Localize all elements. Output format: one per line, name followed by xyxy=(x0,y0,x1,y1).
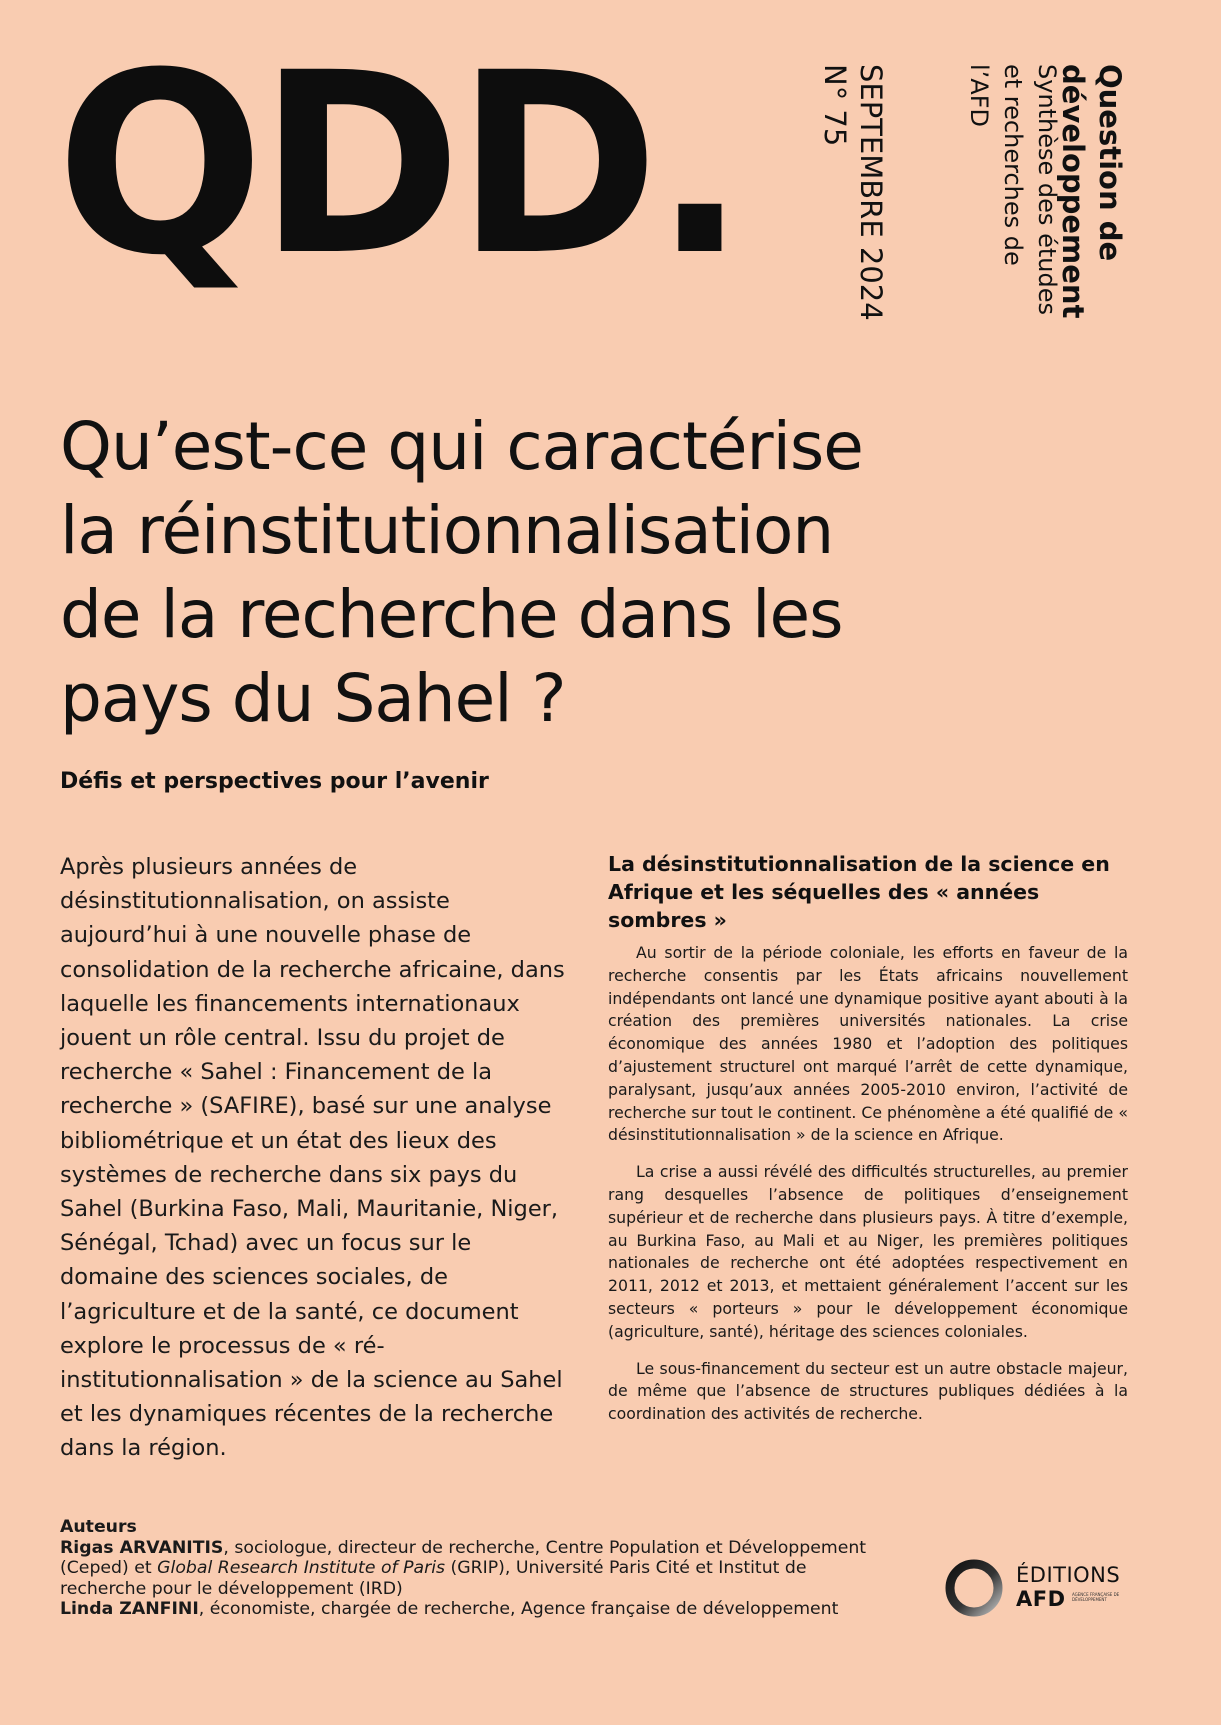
publisher-name-2: AFD xyxy=(1016,1587,1066,1611)
issue-number: N° 75 xyxy=(818,64,852,147)
author-1-desc: , sociologue, directeur de recherche, Centre Population et Développement (Ceped) et xyxy=(60,1537,867,1579)
section-heading: La désinstitutionnalisation de la science en Afrique et les séquelles des « années sombres » xyxy=(608,852,1110,932)
author-1 xyxy=(60,1538,880,1600)
issue-date: SEPTEMBRE 2024 xyxy=(854,64,888,321)
author-2 xyxy=(60,1599,880,1620)
title-line: Qu’est-ce qui caractérise xyxy=(60,408,863,485)
title-line: de la recherche dans les xyxy=(60,576,843,653)
title-line: pays du Sahel ? xyxy=(60,660,566,737)
ring-icon xyxy=(944,1556,1008,1620)
page-subtitle: Défis et perspectives pour l’avenir xyxy=(60,769,489,794)
publisher-logo xyxy=(944,1556,1134,1620)
author-2-desc: , économiste, chargée de recherche, Agence française de développement xyxy=(198,1599,839,1620)
series-line-2: développement xyxy=(1056,64,1090,319)
page-title xyxy=(60,405,1000,741)
issue-info xyxy=(817,64,889,321)
authors-label: Auteurs xyxy=(60,1517,137,1537)
publisher-name-1: ÉDITIONS xyxy=(1016,1563,1121,1587)
author-2-name: Linda ZANFINI xyxy=(60,1599,199,1620)
series-name xyxy=(1054,64,1128,318)
synth-line-1: Synthèse des études xyxy=(1033,64,1061,315)
publisher-tagline: AGENCE FRANÇAISE DE DÉVELOPPEMENT xyxy=(1072,1592,1120,1602)
body-paragraph: Au sortir de la période coloniale, les efforts en faveur de la recherche consentis par les États africains nouvellement indépendants ont lancé une dynamique positive ayant abouti à la création des premières universités nationales. La crise économique des années 1980 et l’adoption des politiques d’ajustement structurel ont marqué l’arrêt de cette dynamique, paralysant, jusqu’aux années 2005-2010 environ, l’activité de recherche sur tout le continent. Ce phénomène a été qualifié de « désinstitutionnalisation » de la science en Afrique. xyxy=(608,943,1128,1145)
authors-block xyxy=(60,1517,880,1620)
series-description xyxy=(962,64,1064,315)
right-column xyxy=(608,850,1128,1440)
series-line-1: Question de xyxy=(1093,64,1127,262)
synth-line-3: l’AFD xyxy=(965,64,993,127)
qdd-logo: QDD. xyxy=(56,19,741,310)
title-line: la réinstitutionnalisation xyxy=(60,492,834,569)
lead-paragraph: Après plusieurs années de désinstitutionnalisation, on assiste aujourd’hui à une nouvelle phase de consolidation de la recherche africaine, dans laquelle les financements internationaux jouent un rôle central. Issu du projet de recherche « Sahel : Financement de la recherche » (SAFIRE), basé sur une analyse bibliométrique et un état des lieux des systèmes de recherche dans six pays du Sahel (Burkina Faso, Mali, Mauritanie, Niger, Sénégal, Tchad) avec un focus sur le domaine des sciences sociales, de l’agriculture et de la santé, ce document explore le processus de « ré-institutionnalisation » de la science au Sahel et les dynamiques récentes de la recherche dans la région. xyxy=(60,854,565,1462)
body-paragraph: Le sous-financement du secteur est un autre obstacle majeur, de même que l’absence de structures publiques dédiées à la coordination des activités de recherche. xyxy=(608,1358,1128,1424)
author-1-desc-end: (GRIP), Université Paris Cité et Institut de recherche pour le développement (IRD) xyxy=(60,1558,807,1599)
author-1-name: Rigas ARVANITIS xyxy=(60,1537,224,1558)
body-paragraph: La crise a aussi révélé des difficultés structurelles, au premier rang desquelles l’absence de politiques d’enseignement supérieur et de recherche dans plusieurs pays. À titre d’exemple, au Burkina Faso, au Mali et au Niger, les premières politiques nationales de recherche ont été adoptées respectivement en 2011, 2012 et 2013, et mettaient généralement l’accent sur les secteurs « porteurs » pour le développement économique (agriculture, santé), héritage des sciences coloniales. xyxy=(608,1162,1128,1341)
synth-line-2: et recherches de xyxy=(999,64,1027,266)
author-1-institute: Global Research Institute of Paris xyxy=(157,1558,446,1579)
